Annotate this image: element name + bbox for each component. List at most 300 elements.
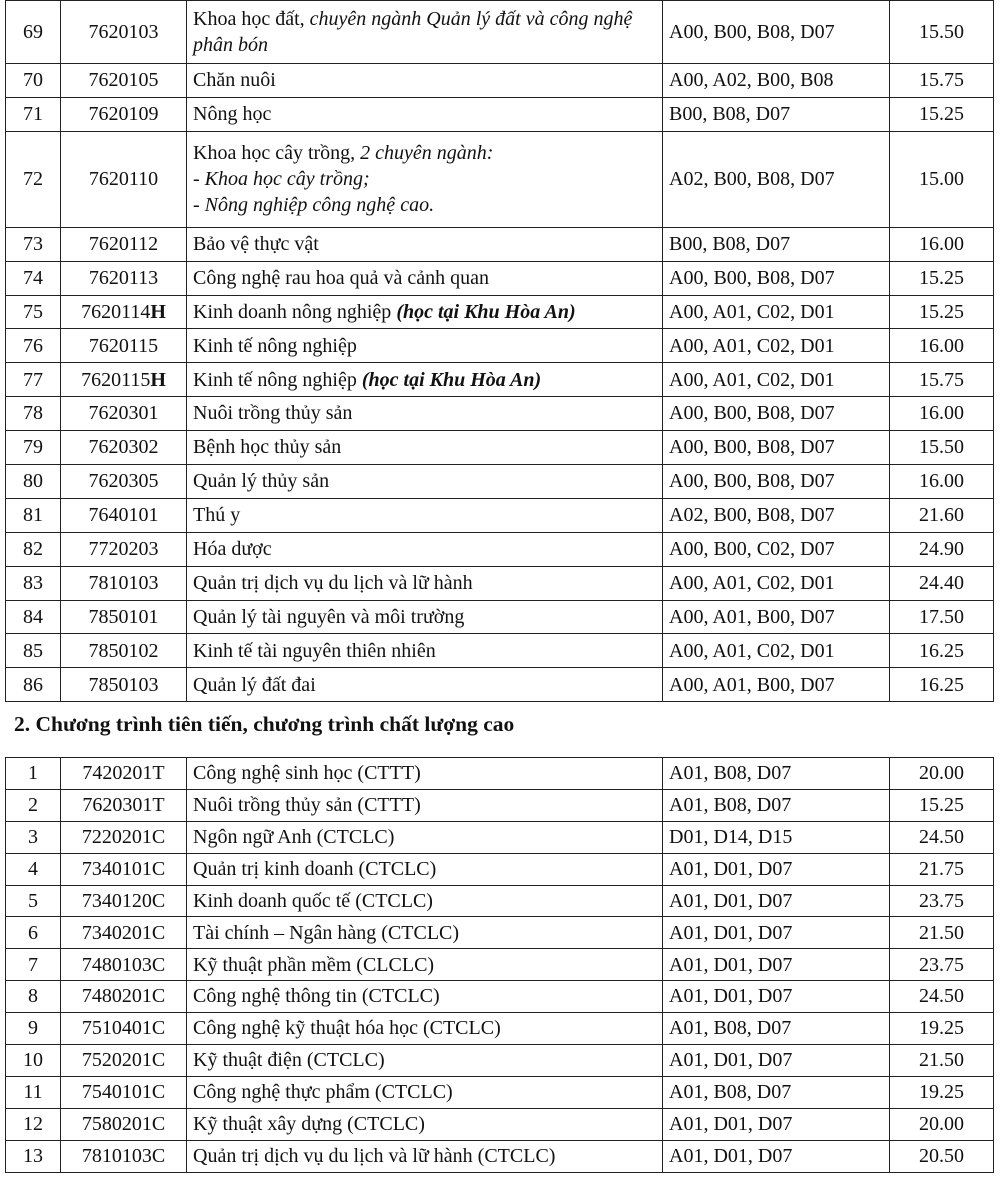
subject-groups: A02, B00, B08, D07 [669,168,835,191]
table-row [6,329,994,363]
subject-groups-cell [663,566,890,600]
cutoff-score-cell [890,227,994,261]
major-code: 7620301 [88,402,159,425]
cutoff-score: 24.50 [919,826,964,849]
major-code: 7850101 [88,605,159,628]
cutoff-score: 16.00 [919,470,964,493]
cutoff-score: 16.00 [919,233,964,256]
major-name: Kỹ thuật điện (CTCLC) [193,1049,385,1072]
row-number: 85 [23,639,43,662]
table-row [6,1108,994,1140]
major-name: Nông học [193,103,272,126]
cutoff-score: 15.75 [919,69,964,92]
subject-groups-cell [663,885,890,917]
major-code: 7340120C [81,889,166,912]
subject-groups: A00, B00, B08, D07 [669,402,835,425]
cutoff-score-cell [890,131,994,227]
row-number-cell [6,789,61,821]
subject-groups-cell [663,1140,890,1172]
row-number-cell [6,885,61,917]
section-heading: 2. Chương trình tiên tiến, chương trình chất lượng cao [14,712,515,736]
subject-groups: A01, D01, D07 [669,857,793,880]
row-number: 74 [23,266,43,289]
major-code-cell [61,64,187,98]
major-code: 7340101C [81,857,166,880]
subject-groups-cell [663,634,890,668]
major-code-cell [61,227,187,261]
subject-groups: A01, D01, D07 [669,889,793,912]
cutoff-score-cell [890,885,994,917]
row-number: 78 [23,402,43,425]
row-number: 4 [28,857,38,880]
major-name: Công nghệ thực phẩm (CTCLC) [193,1081,453,1104]
table-row [6,1045,994,1077]
cutoff-score: 24.40 [919,571,964,594]
major-code-cell [61,1108,187,1140]
cutoff-score-cell [890,789,994,821]
major-code-cell [61,498,187,532]
cutoff-score-cell [890,1140,994,1172]
major-name-cell [187,131,663,227]
cutoff-score-cell [890,566,994,600]
major-code-cell [61,821,187,853]
row-number-cell [6,64,61,98]
subject-groups: A00, B00, B08, D07 [669,266,835,289]
major-name-cell [187,668,663,702]
cutoff-score: 23.75 [919,953,964,976]
table-row [6,295,994,329]
subject-groups: D01, D14, D15 [669,826,793,849]
row-number: 83 [23,571,43,594]
cutoff-score: 21.75 [919,857,964,880]
cutoff-score: 16.25 [919,639,964,662]
major-code-cell [61,1,187,64]
table-row [6,634,994,668]
subject-groups-cell [663,431,890,465]
table-row [6,363,994,397]
major-code-cell [61,532,187,566]
row-number-cell [6,1013,61,1045]
cutoff-score: 19.25 [919,1081,964,1104]
row-number: 13 [23,1144,43,1167]
row-number-cell [6,634,61,668]
row-number: 77 [23,368,43,391]
major-code: 7620302 [88,436,159,459]
major-name: Quản lý đất đai [193,673,316,696]
cutoff-score-cell [890,668,994,702]
cutoff-score-cell [890,821,994,853]
major-code-cell [61,329,187,363]
table-row [6,1076,994,1108]
subject-groups: A01, D01, D07 [669,953,793,976]
cutoff-score: 15.75 [919,368,964,391]
major-code-cell [61,758,187,790]
major-code-cell [61,97,187,131]
table-row [6,949,994,981]
major-subspecialty: - Khoa học cây trồng; [193,168,370,191]
major-code: 7540101C [81,1081,166,1104]
major-name-cell [187,917,663,949]
row-number: 72 [23,168,43,191]
table-row [6,981,994,1013]
major-name: Kỹ thuật phần mềm (CLCLC) [193,953,435,976]
major-code: 7720203 [88,538,159,561]
major-code: 7480103C [81,953,166,976]
cutoff-score: 16.25 [919,673,964,696]
major-name-italic: 2 chuyên ngành: [360,141,494,164]
major-code: 7510401C [81,1017,166,1040]
row-number: 11 [23,1081,43,1104]
major-code-cell [61,853,187,885]
table-row [6,1140,994,1172]
subject-groups: A01, B08, D07 [669,1017,792,1040]
major-code: 7620115 [88,334,159,357]
major-code-cell [61,1140,187,1172]
major-name: Thú y [193,504,241,527]
subject-groups-cell [663,498,890,532]
major-name-cell [187,64,663,98]
row-number-cell [6,949,61,981]
major-name: Công nghệ rau hoa quả và cảnh quan [193,266,490,289]
major-name: Nuôi trồng thủy sản (CTTT) [193,794,421,817]
major-name-cell [187,397,663,431]
major-name: Khoa học cây trồng, [193,141,361,164]
row-number-cell [6,329,61,363]
major-code-suffix: H [150,300,166,323]
cutoff-score: 15.50 [919,436,964,459]
major-name-cell [187,634,663,668]
major-name: Bệnh học thủy sản [193,436,342,459]
major-location-note: (học tại Khu Hòa An) [396,300,576,323]
subject-groups-cell [663,1108,890,1140]
row-number-cell [6,566,61,600]
cutoff-score-cell [890,1045,994,1077]
subject-groups: A00, A01, B00, D07 [669,673,835,696]
major-code: 7340201C [81,921,166,944]
major-name-cell [187,949,663,981]
table-row [6,498,994,532]
subject-groups: A00, A01, B00, D07 [669,605,835,628]
row-number: 81 [23,504,43,527]
table-row [6,789,994,821]
cutoff-score-cell [890,853,994,885]
subject-groups-cell [663,363,890,397]
row-number-cell [6,1045,61,1077]
major-name: Chăn nuôi [193,69,276,92]
row-number: 12 [23,1113,43,1136]
table-row [6,131,994,227]
major-code: 7420201T [82,762,165,785]
subject-groups-cell [663,668,890,702]
row-number-cell [6,131,61,227]
major-code: 7620301T [82,794,165,817]
cutoff-score-cell [890,397,994,431]
row-number: 79 [23,436,43,459]
major-code-cell [61,981,187,1013]
major-name-cell [187,1013,663,1045]
subject-groups-cell [663,329,890,363]
cutoff-score: 24.90 [919,538,964,561]
subject-groups: A00, B00, B08, D07 [669,436,835,459]
cutoff-score-cell [890,981,994,1013]
cutoff-score: 15.00 [919,168,964,191]
cutoff-score-cell [890,431,994,465]
table-row [6,853,994,885]
major-code-cell [61,949,187,981]
major-code-cell [61,1076,187,1108]
subject-groups: A00, B00, C02, D07 [669,538,835,561]
table-row [6,465,994,499]
subject-groups: A00, B00, B08, D07 [669,470,835,493]
cutoff-score-cell [890,261,994,295]
row-number: 80 [23,470,43,493]
cutoff-score-cell [890,295,994,329]
major-name: Quản trị dịch vụ du lịch và lữ hành [193,571,473,594]
major-name-cell [187,1045,663,1077]
subject-groups: A01, D01, D07 [669,1144,793,1167]
admission-table-1-body [6,1,994,702]
major-code: 7850102 [88,639,159,662]
row-number-cell [6,227,61,261]
cutoff-score: 15.25 [919,794,964,817]
major-name-cell [187,853,663,885]
subject-groups-cell [663,532,890,566]
subject-groups-cell [663,97,890,131]
row-number-cell [6,1,61,64]
row-number: 76 [23,334,43,357]
subject-groups-cell [663,465,890,499]
major-name: Kinh tế tài nguyên thiên nhiên [193,639,436,662]
major-code: 7640101 [88,504,159,527]
row-number-cell [6,758,61,790]
cutoff-score: 15.25 [919,103,964,126]
major-code-cell [61,397,187,431]
cutoff-score-cell [890,498,994,532]
row-number-cell [6,853,61,885]
major-code-cell [61,1045,187,1077]
major-code: 7580201C [81,1113,166,1136]
major-name-cell [187,465,663,499]
row-number-cell [6,821,61,853]
major-name: Kỹ thuật xây dựng (CTCLC) [193,1113,425,1136]
row-number: 10 [23,1049,43,1072]
major-code: 7620110 [88,168,159,191]
subject-groups-cell [663,949,890,981]
table-row [6,668,994,702]
cutoff-score-cell [890,97,994,131]
table-row [6,566,994,600]
major-code: 7620103 [88,20,159,43]
row-number: 86 [23,673,43,696]
row-number-cell [6,261,61,295]
table-row [6,397,994,431]
major-code: 7620305 [88,470,159,493]
major-code-cell [61,634,187,668]
subject-groups: A01, D01, D07 [669,985,793,1008]
major-code: 7850103 [88,673,159,696]
row-number-cell [6,917,61,949]
major-name-cell [187,431,663,465]
major-name-cell [187,821,663,853]
row-number-cell [6,431,61,465]
major-name: Kinh tế nông nghiệp [193,334,357,357]
subject-groups-cell [663,917,890,949]
major-code-cell [61,363,187,397]
major-name: Hóa dược [193,538,272,561]
cutoff-score: 23.75 [919,889,964,912]
subject-groups-cell [663,1076,890,1108]
major-code-cell [61,600,187,634]
cutoff-score-cell [890,634,994,668]
subject-groups-cell [663,1013,890,1045]
table-row [6,917,994,949]
subject-groups-cell [663,261,890,295]
major-name-cell [187,1076,663,1108]
subject-groups-cell [663,821,890,853]
major-code: 7620113 [88,266,159,289]
major-code: 7620114 [81,300,151,323]
major-name-cell [187,329,663,363]
cutoff-score: 21.50 [919,1049,964,1072]
cutoff-score: 21.60 [919,504,964,527]
row-number: 69 [23,20,43,43]
major-name-cell [187,363,663,397]
major-name: Kinh tế nông nghiệp [193,368,362,391]
major-name-cell [187,227,663,261]
cutoff-score-cell [890,600,994,634]
cutoff-score-cell [890,1013,994,1045]
major-subspecialty: - Nông nghiệp công nghệ cao. [193,194,435,217]
major-name-cell [187,97,663,131]
major-name-cell [187,295,663,329]
subject-groups: A00, A01, C02, D01 [669,571,835,594]
major-name-cell [187,758,663,790]
major-code-cell [61,431,187,465]
major-name-cell [187,1108,663,1140]
row-number: 1 [28,762,38,785]
subject-groups: A01, B08, D07 [669,762,792,785]
cutoff-score: 17.50 [919,605,964,628]
major-name: Kinh doanh nông nghiệp [193,300,397,323]
cutoff-score: 20.50 [919,1144,964,1167]
subject-groups: A00, A02, B00, B08 [669,69,834,92]
major-code: 7220201C [81,826,166,849]
subject-groups-cell [663,131,890,227]
cutoff-score-cell [890,64,994,98]
subject-groups-cell [663,758,890,790]
major-code-cell [61,668,187,702]
major-name: Kinh doanh quốc tế (CTCLC) [193,889,433,912]
cutoff-score-cell [890,1076,994,1108]
table-row [6,227,994,261]
subject-groups: A00, A01, C02, D01 [669,368,835,391]
table-row [6,64,994,98]
row-number-cell [6,295,61,329]
cutoff-score-cell [890,1108,994,1140]
major-name-cell [187,981,663,1013]
subject-groups-cell [663,1,890,64]
row-number: 71 [23,103,43,126]
subject-groups: A02, B00, B08, D07 [669,504,835,527]
row-number: 7 [28,953,38,976]
major-code: 7480201C [81,985,166,1008]
subject-groups: A00, A01, C02, D01 [669,300,835,323]
row-number: 3 [28,826,38,849]
subject-groups-cell [663,981,890,1013]
table-row [6,600,994,634]
subject-groups-cell [663,789,890,821]
table-row [6,431,994,465]
major-code-cell [61,1013,187,1045]
subject-groups-cell [663,853,890,885]
cutoff-score: 20.00 [919,1113,964,1136]
major-name: Quản lý tài nguyên và môi trường [193,605,465,628]
cutoff-score: 19.25 [919,1017,964,1040]
major-name: Quản trị kinh doanh (CTCLC) [193,857,437,880]
row-number: 2 [28,794,38,817]
major-code: 7810103 [88,571,159,594]
row-number: 82 [23,538,43,561]
table-row [6,758,994,790]
major-name: Nuôi trồng thủy sản [193,402,353,425]
cutoff-score: 15.25 [919,266,964,289]
major-name-cell [187,600,663,634]
major-name: Công nghệ thông tin (CTCLC) [193,985,440,1008]
subject-groups-cell [663,295,890,329]
subject-groups: A00, A01, C02, D01 [669,334,835,357]
major-name: Tài chính – Ngân hàng (CTCLC) [193,921,460,944]
major-code-cell [61,566,187,600]
major-code: 7620115 [81,368,151,391]
subject-groups: B00, B08, D07 [669,103,791,126]
cutoff-score: 15.25 [919,300,964,323]
major-name: Công nghệ kỹ thuật hóa học (CTCLC) [193,1017,501,1040]
row-number: 73 [23,233,43,256]
table-row [6,821,994,853]
subject-groups-cell [663,1045,890,1077]
row-number-cell [6,97,61,131]
row-number-cell [6,600,61,634]
major-name: Quản lý thủy sản [193,470,330,493]
major-code-cell [61,917,187,949]
cutoff-score: 24.50 [919,985,964,1008]
table-row [6,1,994,64]
subject-groups: A01, D01, D07 [669,1113,793,1136]
major-code-cell [61,295,187,329]
cutoff-score: 16.00 [919,402,964,425]
major-name-cell [187,789,663,821]
cutoff-score: 20.00 [919,762,964,785]
row-number: 75 [23,300,43,323]
cutoff-score-cell [890,532,994,566]
row-number-cell [6,981,61,1013]
subject-groups: A01, B08, D07 [669,794,792,817]
table-row [6,1013,994,1045]
major-code: 7620109 [88,103,159,126]
row-number-cell [6,1108,61,1140]
cutoff-score: 21.50 [919,921,964,944]
cutoff-score-cell [890,758,994,790]
major-code-cell [61,885,187,917]
table-row [6,885,994,917]
subject-groups-cell [663,227,890,261]
admission-table-2 [5,757,994,1173]
row-number: 9 [28,1017,38,1040]
row-number-cell [6,397,61,431]
major-code: 7620112 [88,233,159,256]
admission-table-1 [5,0,994,702]
subject-groups-cell [663,600,890,634]
